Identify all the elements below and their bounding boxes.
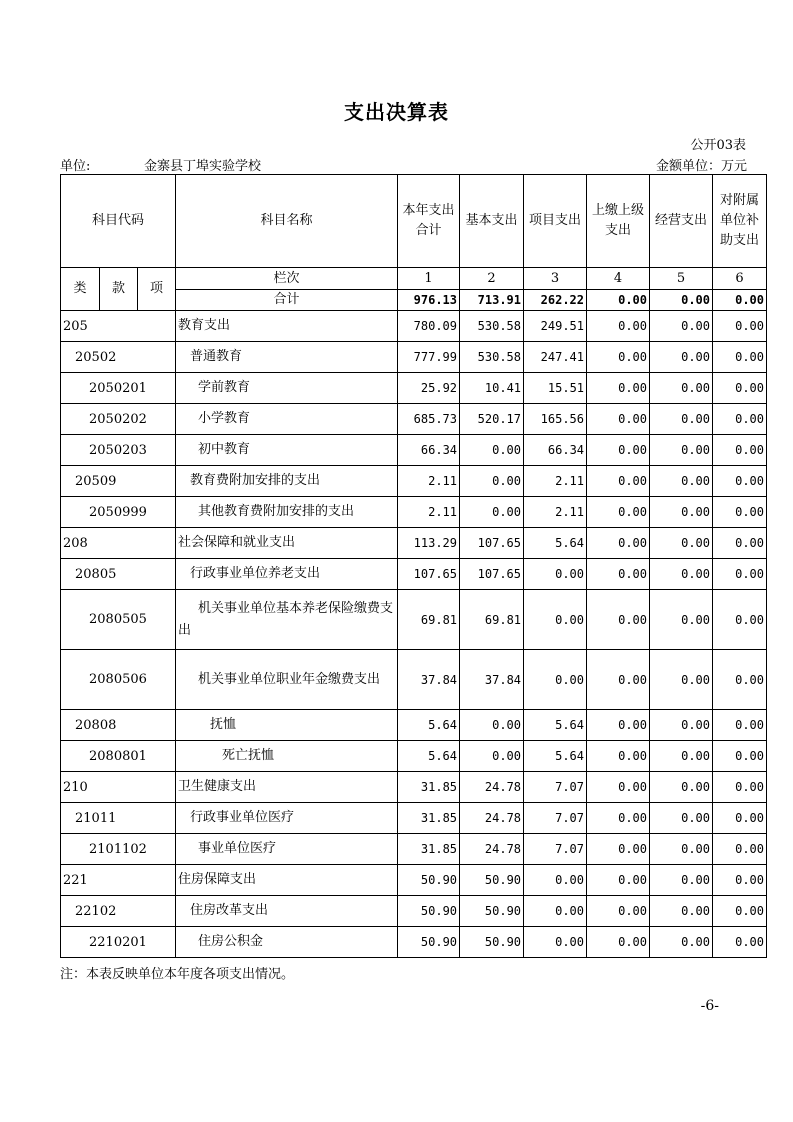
amount-cell: 249.51 [524,311,587,342]
amount-cell: 0.00 [713,404,767,435]
amount-cell: 0.00 [524,865,587,896]
subject-code: 2050202 [61,404,176,435]
subject-name: 普通教育 [176,342,398,373]
amount-cell: 780.09 [398,311,460,342]
unit-label: 单位: [60,159,91,174]
amount-cell: 0.00 [587,466,650,497]
subject-code: 221 [61,865,176,896]
amount-cell: 0.00 [650,466,713,497]
expenditure-table [60,174,767,958]
header-row [61,175,767,268]
amount-cell: 0.00 [587,650,650,710]
subject-code: 2080801 [61,741,176,772]
amount-cell: 0.00 [587,342,650,373]
amount-cell: 31.85 [398,803,460,834]
total-label: 合计 [176,290,398,311]
subject-name: 卫生健康支出 [176,772,398,803]
amount-cell: 2.11 [398,497,460,528]
amount-cell: 24.78 [460,772,524,803]
amount-cell: 0.00 [587,311,650,342]
amount-cell: 0.00 [460,497,524,528]
unit-name: 金寨县丁埠实验学校 [144,159,262,174]
subject-name: 初中教育 [176,435,398,466]
amount-cell: 0.00 [713,741,767,772]
amount-cell: 0.00 [524,590,587,650]
subject-name: 小学教育 [176,404,398,435]
subject-code: 2210201 [61,927,176,958]
amount-cell: 0.00 [650,373,713,404]
header-col-5: 经营支出 [650,175,713,268]
amount-cell: 0.00 [713,311,767,342]
amount-cell: 5.64 [524,741,587,772]
subject-name: 社会保障和就业支出 [176,528,398,559]
header-lei: 类 [61,268,100,311]
table-row [61,772,767,803]
subject-code: 2080505 [61,590,176,650]
amount-cell: 0.00 [713,803,767,834]
amount-cell: 0.00 [524,927,587,958]
amount-cell: 50.90 [398,896,460,927]
amount-cell: 2.11 [398,466,460,497]
amount-cell: 0.00 [713,342,767,373]
amount-cell: 0.00 [650,311,713,342]
amount-cell: 0.00 [713,466,767,497]
amount-cell: 37.84 [398,650,460,710]
amount-cell: 66.34 [524,435,587,466]
amount-cell: 0.00 [587,741,650,772]
table-row [61,435,767,466]
amount-cell: 0.00 [713,834,767,865]
amount-cell: 685.73 [398,404,460,435]
col-num-2: 2 [460,268,524,290]
amount-cell: 50.90 [460,927,524,958]
subject-code: 2050201 [61,373,176,404]
table-row [61,803,767,834]
header-kuan: 款 [100,268,138,311]
amount-cell: 0.00 [587,559,650,590]
subject-name: 行政事业单位养老支出 [176,559,398,590]
amount-cell: 2.11 [524,466,587,497]
amount-cell: 107.65 [460,528,524,559]
table-row [61,373,767,404]
amount-cell: 0.00 [587,710,650,741]
subject-name: 住房公积金 [176,927,398,958]
amount-cell: 0.00 [650,497,713,528]
table-row [61,497,767,528]
amount-cell: 50.90 [460,865,524,896]
footnote: 注：本表反映单位本年度各项支出情况。 [60,967,295,982]
header-xiang: 项 [138,268,176,311]
total-value: 713.91 [460,290,524,311]
amount-cell: 0.00 [460,466,524,497]
amount-cell: 2.11 [524,497,587,528]
amount-cell: 0.00 [587,865,650,896]
page-number: -6- [700,998,719,1014]
amount-cell: 37.84 [460,650,524,710]
amount-cell: 0.00 [587,896,650,927]
amount-cell: 0.00 [587,404,650,435]
subject-name: 教育费附加安排的支出 [176,466,398,497]
col-num-1: 1 [398,268,460,290]
subject-name: 抚恤 [176,710,398,741]
amount-cell: 0.00 [460,741,524,772]
subject-code: 20509 [61,466,176,497]
table-row [61,466,767,497]
amount-cell: 0.00 [650,404,713,435]
table-row [61,741,767,772]
amount-cell: 0.00 [587,590,650,650]
amount-cell: 0.00 [650,435,713,466]
amount-cell: 0.00 [650,834,713,865]
form-number: 公开03表 [690,138,746,153]
amount-cell: 31.85 [398,834,460,865]
subject-code: 2050999 [61,497,176,528]
amount-cell: 7.07 [524,803,587,834]
amount-cell: 0.00 [460,435,524,466]
amount-cell: 0.00 [713,497,767,528]
amount-cell: 0.00 [650,896,713,927]
amount-cell: 0.00 [650,342,713,373]
amount-cell: 0.00 [650,710,713,741]
table-row [61,927,767,958]
amount-cell: 0.00 [587,772,650,803]
amount-cell: 0.00 [713,373,767,404]
lanci-row [61,268,767,290]
header-col-3: 项目支出 [524,175,587,268]
amount-cell: 0.00 [460,710,524,741]
total-value: 0.00 [650,290,713,311]
col-num-3: 3 [524,268,587,290]
amount-cell: 0.00 [713,896,767,927]
amount-cell: 0.00 [650,927,713,958]
money-unit: 金额单位：万元 [655,159,747,174]
amount-cell: 0.00 [650,528,713,559]
amount-cell: 0.00 [650,741,713,772]
table-row [61,896,767,927]
amount-cell: 66.34 [398,435,460,466]
header-col-4: 上缴上级支出 [587,175,650,268]
amount-cell: 0.00 [713,590,767,650]
total-value: 0.00 [587,290,650,311]
amount-cell: 0.00 [587,373,650,404]
subject-name: 学前教育 [176,373,398,404]
amount-cell: 0.00 [587,497,650,528]
page-title: 支出决算表 [344,100,449,124]
total-value: 976.13 [398,290,460,311]
amount-cell: 0.00 [524,650,587,710]
subject-name: 死亡抚恤 [176,741,398,772]
subject-code: 20502 [61,342,176,373]
amount-cell: 165.56 [524,404,587,435]
header-name: 科目名称 [176,175,398,268]
amount-cell: 69.81 [460,590,524,650]
amount-cell: 0.00 [713,865,767,896]
amount-cell: 50.90 [460,896,524,927]
subject-code: 2101102 [61,834,176,865]
amount-cell: 0.00 [713,528,767,559]
amount-cell: 0.00 [587,528,650,559]
amount-cell: 24.78 [460,803,524,834]
subject-name: 教育支出 [176,311,398,342]
table-row [61,865,767,896]
subject-code: 21011 [61,803,176,834]
amount-cell: 50.90 [398,927,460,958]
amount-cell: 107.65 [460,559,524,590]
total-value: 0.00 [713,290,767,311]
amount-cell: 530.58 [460,311,524,342]
amount-cell: 0.00 [650,590,713,650]
table-row [61,834,767,865]
amount-cell: 530.58 [460,342,524,373]
header-col-2: 基本支出 [460,175,524,268]
table-row [61,650,767,710]
amount-cell: 5.64 [398,741,460,772]
header-col-1: 本年支出合计 [398,175,460,268]
amount-cell: 25.92 [398,373,460,404]
amount-cell: 777.99 [398,342,460,373]
subject-name: 行政事业单位医疗 [176,803,398,834]
lanci-label: 栏次 [176,268,398,290]
subject-code: 2080506 [61,650,176,710]
subject-name: 住房保障支出 [176,865,398,896]
amount-cell: 0.00 [587,927,650,958]
amount-cell: 0.00 [587,435,650,466]
amount-cell: 0.00 [713,927,767,958]
amount-cell: 0.00 [650,650,713,710]
amount-cell: 7.07 [524,834,587,865]
subject-code: 20808 [61,710,176,741]
table-row [61,342,767,373]
col-num-5: 5 [650,268,713,290]
amount-cell: 0.00 [650,559,713,590]
table-row [61,710,767,741]
amount-cell: 69.81 [398,590,460,650]
amount-cell: 5.64 [524,710,587,741]
col-num-4: 4 [587,268,650,290]
amount-cell: 15.51 [524,373,587,404]
subject-code: 208 [61,528,176,559]
amount-cell: 0.00 [650,772,713,803]
subject-name: 事业单位医疗 [176,834,398,865]
amount-cell: 247.41 [524,342,587,373]
table-row [61,311,767,342]
amount-cell: 107.65 [398,559,460,590]
subject-code: 22102 [61,896,176,927]
amount-cell: 113.29 [398,528,460,559]
subject-code: 2050203 [61,435,176,466]
amount-cell: 0.00 [713,772,767,803]
table-row [61,590,767,650]
table-row [61,559,767,590]
amount-cell: 0.00 [587,803,650,834]
header-col-6: 对附属单位补助支出 [713,175,767,268]
subject-code: 210 [61,772,176,803]
amount-cell: 0.00 [650,865,713,896]
amount-cell: 0.00 [713,710,767,741]
total-value: 262.22 [524,290,587,311]
subject-name: 机关事业单位基本养老保险缴费支出 [176,590,398,650]
subject-name: 机关事业单位职业年金缴费支出 [176,650,398,710]
amount-cell: 0.00 [650,803,713,834]
amount-cell: 24.78 [460,834,524,865]
amount-cell: 0.00 [713,435,767,466]
subject-name: 其他教育费附加安排的支出 [176,497,398,528]
amount-cell: 0.00 [587,834,650,865]
amount-cell: 7.07 [524,772,587,803]
amount-cell: 5.64 [398,710,460,741]
amount-cell: 0.00 [524,559,587,590]
col-num-6: 6 [713,268,767,290]
table-row [61,528,767,559]
subject-code: 205 [61,311,176,342]
amount-cell: 0.00 [713,559,767,590]
subject-name: 住房改革支出 [176,896,398,927]
amount-cell: 520.17 [460,404,524,435]
table-row [61,404,767,435]
header-code: 科目代码 [61,175,176,268]
amount-cell: 50.90 [398,865,460,896]
amount-cell: 0.00 [524,896,587,927]
amount-cell: 0.00 [713,650,767,710]
amount-cell: 5.64 [524,528,587,559]
amount-cell: 31.85 [398,772,460,803]
subject-code: 20805 [61,559,176,590]
amount-cell: 10.41 [460,373,524,404]
